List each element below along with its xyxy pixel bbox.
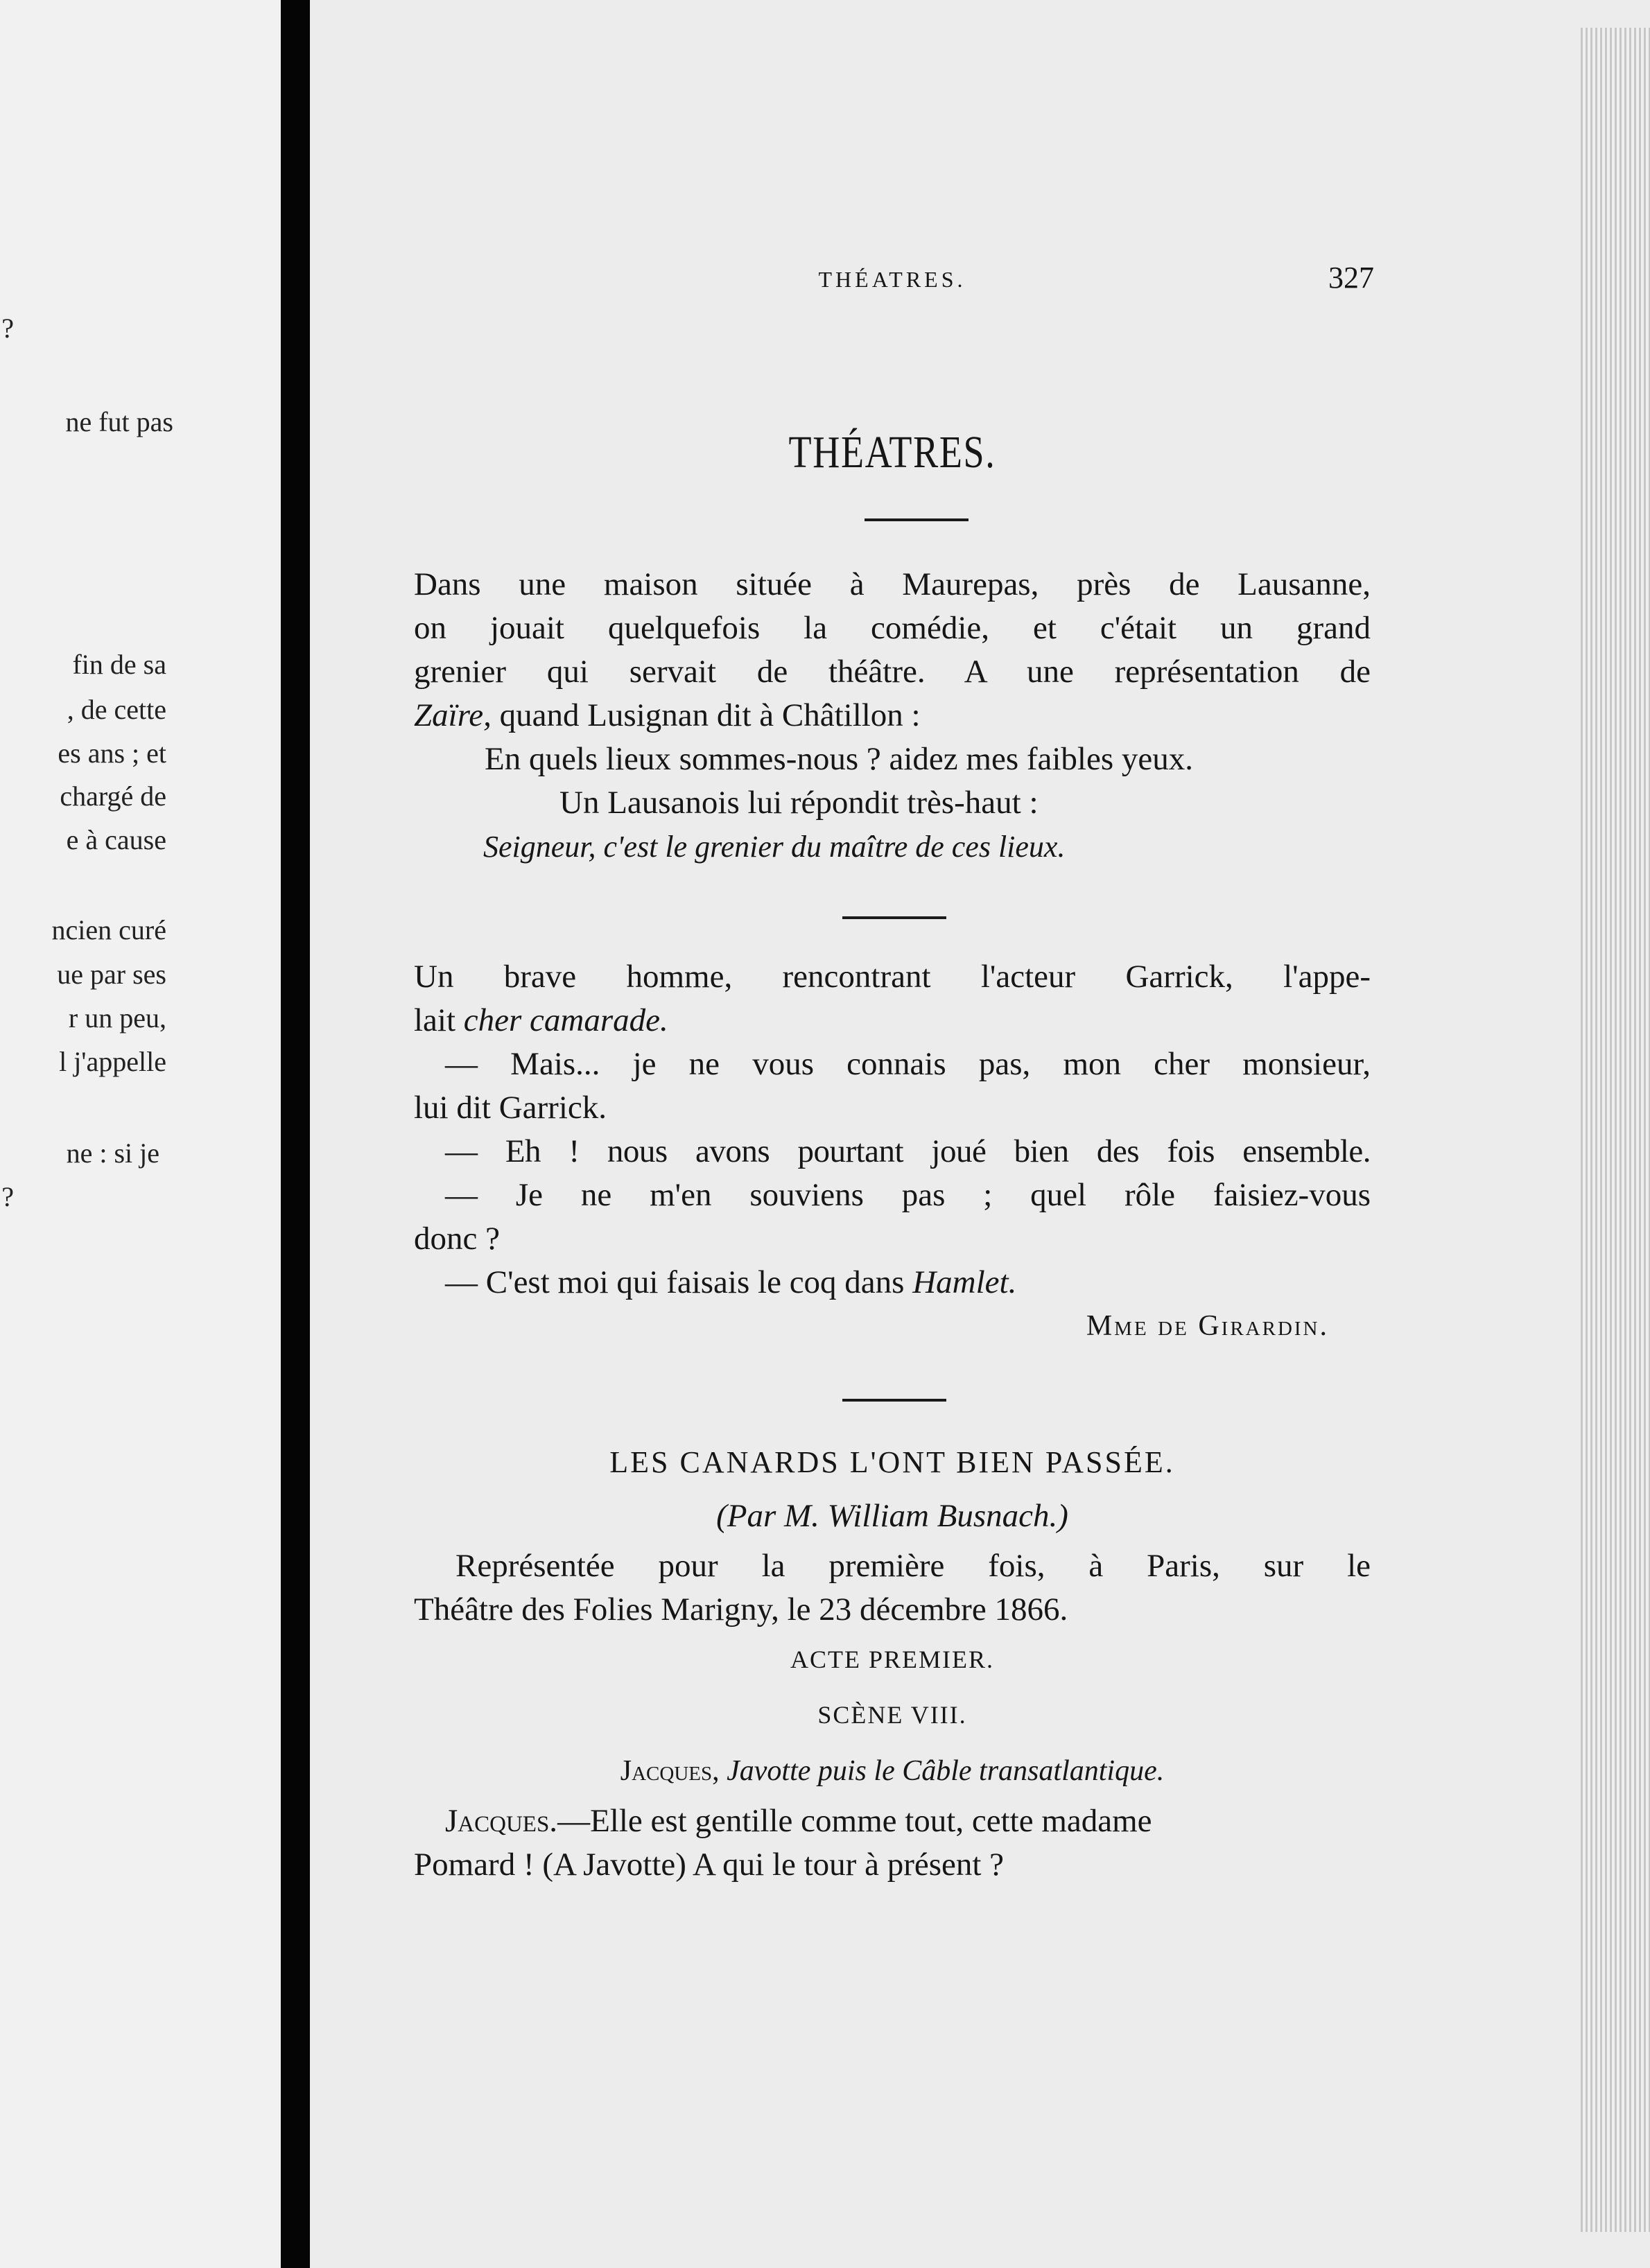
text-span: quand Lusignan dit à Châtillon : xyxy=(491,697,921,733)
book-spine xyxy=(281,0,310,2268)
left-page-fragment: ? xyxy=(1,313,14,344)
text-line: donc ? xyxy=(414,1221,500,1257)
left-page-fragment: chargé de xyxy=(60,780,166,812)
page-edges xyxy=(1581,28,1650,2232)
text-line: — Eh ! nous avons pourtant joué bien des fois ensemble. xyxy=(445,1133,1371,1169)
character-name: Jacques, xyxy=(620,1755,720,1787)
text-span: —Elle est gentille comme tout, cette madame xyxy=(557,1803,1152,1839)
speaker-name: Jacques. xyxy=(445,1803,558,1839)
act-heading: ACTE PREMIER. xyxy=(790,1646,994,1673)
left-page-fragment: r un peu, xyxy=(68,1002,166,1033)
play-title-heading: LES CANARDS L'ONT BIEN PASSÉE. xyxy=(609,1445,1175,1479)
left-page xyxy=(0,0,281,2268)
left-page-fragment: , de cette xyxy=(67,694,166,725)
text-line xyxy=(414,694,1371,738)
left-page-fragment: ne fut pas xyxy=(65,406,173,437)
page-number: 327 xyxy=(1328,261,1374,295)
running-title: THÉATRES. xyxy=(818,267,966,292)
play-title: Zaïre, xyxy=(414,697,492,733)
paren: ) xyxy=(1057,1498,1068,1534)
play-byline xyxy=(414,1494,1371,1544)
dialogue-line: Pomard ! (A Javotte) A qui le tour à présent ? xyxy=(414,1847,1005,1883)
garrick-anecdote xyxy=(414,955,1371,1348)
text-line: — Mais... je ne vous connais pas, mon cher monsieur, xyxy=(445,1046,1371,1082)
right-page xyxy=(310,0,1650,2268)
left-page-fragment: e à cause xyxy=(66,824,166,855)
left-page-fragment: ue par ses xyxy=(57,959,166,990)
left-page-fragment: fin de sa xyxy=(72,649,166,680)
left-page-fragment: ne : si je xyxy=(66,1137,159,1169)
verse-line: En quels lieux sommes-nous ? aidez mes faibles yeux. xyxy=(485,741,1193,777)
anecdote-paragraph xyxy=(414,563,1371,869)
section-rule xyxy=(842,916,946,919)
scene-heading: SCÈNE VIII. xyxy=(817,1701,967,1729)
character-list: Javotte puis le Câble transatlantique. xyxy=(719,1755,1165,1787)
text-line: — Je ne m'en souviens pas ; quel rôle faisiez-vous xyxy=(445,1177,1371,1213)
text-line: on jouait quelquefois la comédie, et c'était un grand xyxy=(414,610,1371,646)
text-line: lui dit Garrick. xyxy=(414,1090,607,1126)
text-line: Représentée pour la première fois, à Paris, sur le xyxy=(455,1548,1371,1584)
verse-line: Un Lausanois lui répondit très-haut : xyxy=(559,785,1039,821)
text-line xyxy=(414,1261,1371,1305)
text-line: Théâtre des Folies Marigny, le 23 décembre 1866. xyxy=(414,1591,1068,1628)
section-title: THÉATRES. xyxy=(788,427,996,478)
italic-span: cher camarade. xyxy=(463,1002,668,1038)
text-line: Un brave homme, rencontrant l'acteur Garrick, l'appe- xyxy=(414,959,1371,995)
verse-line: Seigneur, c'est le grenier du maître de ces lieux. xyxy=(483,830,1066,864)
section-rule xyxy=(842,1399,946,1402)
text-span: lait xyxy=(414,1002,464,1038)
text-line: grenier qui servait de théâtre. A une représentation de xyxy=(414,654,1371,690)
left-page-fragment: ? xyxy=(1,1181,14,1212)
italic-span: Hamlet. xyxy=(912,1264,1017,1300)
text-line: Dans une maison située à Maurepas, près de Lausanne, xyxy=(414,566,1371,602)
left-page-fragment: es ans ; et xyxy=(58,738,166,769)
left-page-fragment: l j'appelle xyxy=(59,1046,166,1077)
paren: ( xyxy=(716,1498,727,1534)
running-head xyxy=(414,260,1374,302)
left-page-fragment: ncien curé xyxy=(51,914,166,945)
signature: Mme de Girardin. xyxy=(1086,1310,1329,1342)
play-excerpt xyxy=(414,1440,1371,1887)
text-line xyxy=(414,999,1371,1043)
text-span: — C'est moi qui faisais le coq dans xyxy=(445,1264,913,1300)
dialogue-line xyxy=(414,1799,1371,1843)
author-credit: Par M. William Busnach. xyxy=(727,1498,1058,1534)
characters-line xyxy=(414,1743,1371,1799)
title-rule xyxy=(865,518,969,521)
